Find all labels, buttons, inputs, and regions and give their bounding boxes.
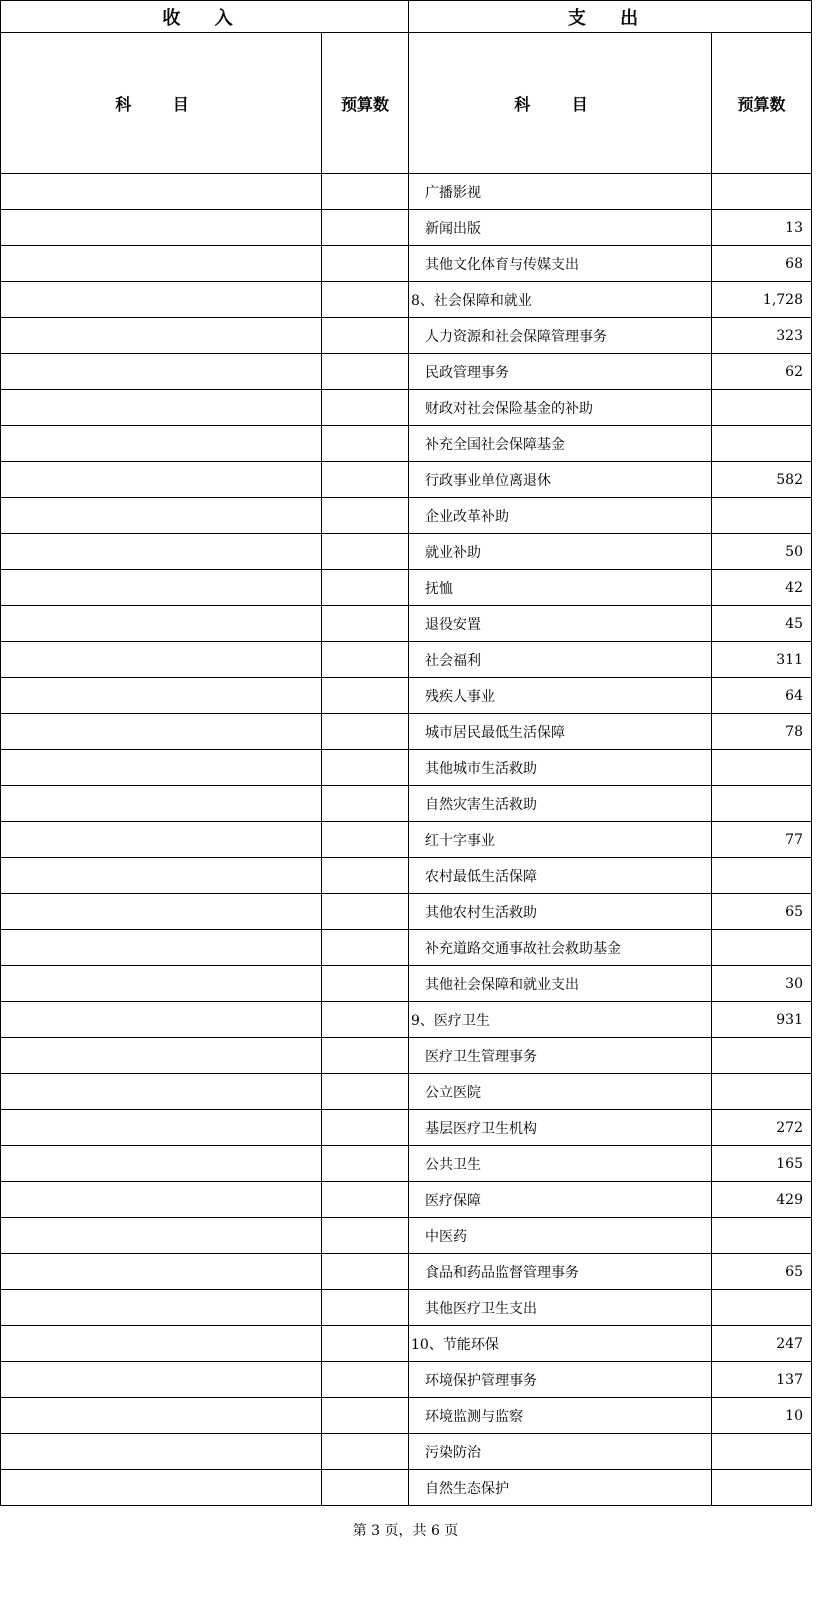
income-budget-cell xyxy=(322,318,409,354)
table-row xyxy=(1,894,812,930)
income-subject-cell xyxy=(1,1290,322,1326)
expense-budget-cell: 323 xyxy=(712,318,812,354)
income-subject-cell xyxy=(1,966,322,1002)
table-row xyxy=(1,570,812,606)
table-row xyxy=(1,1290,812,1326)
section-header-row xyxy=(1,1,812,33)
expense-subject-cell: 退役安置 xyxy=(409,606,712,642)
income-budget-cell xyxy=(322,1398,409,1434)
table-row xyxy=(1,1182,812,1218)
expense-subject-cell: 企业改革补助 xyxy=(409,498,712,534)
expense-budget-cell: 272 xyxy=(712,1110,812,1146)
table-row xyxy=(1,930,812,966)
income-budget-cell xyxy=(322,390,409,426)
table-row xyxy=(1,246,812,282)
income-budget-cell xyxy=(322,210,409,246)
expense-budget-cell xyxy=(712,858,812,894)
table-row xyxy=(1,1470,812,1506)
expense-budget-cell: 65 xyxy=(712,1254,812,1290)
income-budget-cell xyxy=(322,498,409,534)
income-subject-cell xyxy=(1,1254,322,1290)
income-budget-cell xyxy=(322,822,409,858)
income-budget-cell xyxy=(322,642,409,678)
income-budget-cell xyxy=(322,1146,409,1182)
table-row xyxy=(1,318,812,354)
expense-budget-cell: 78 xyxy=(712,714,812,750)
expense-budget-cell xyxy=(712,1074,812,1110)
table-row xyxy=(1,1218,812,1254)
income-subject-cell xyxy=(1,642,322,678)
income-budget-cell xyxy=(322,1074,409,1110)
income-budget-cell xyxy=(322,570,409,606)
income-budget-cell xyxy=(322,930,409,966)
table-row xyxy=(1,750,812,786)
expense-subject-cell: 行政事业单位离退休 xyxy=(409,462,712,498)
table-row xyxy=(1,1110,812,1146)
table-row xyxy=(1,210,812,246)
column-header-row xyxy=(1,33,812,174)
income-subject-cell xyxy=(1,1470,322,1506)
expense-subject-cell: 其他医疗卫生支出 xyxy=(409,1290,712,1326)
expense-title: 支 出 xyxy=(409,1,812,33)
income-subject-cell xyxy=(1,1074,322,1110)
income-budget-cell xyxy=(322,426,409,462)
expense-budget-cell: 50 xyxy=(712,534,812,570)
table-row xyxy=(1,822,812,858)
table-row xyxy=(1,1254,812,1290)
income-subject-cell xyxy=(1,174,322,210)
expense-subject-cell: 农村最低生活保障 xyxy=(409,858,712,894)
income-subject-cell xyxy=(1,498,322,534)
expense-budget-cell: 68 xyxy=(712,246,812,282)
expense-subject-cell: 抚恤 xyxy=(409,570,712,606)
table-row xyxy=(1,714,812,750)
income-subject-cell xyxy=(1,1038,322,1074)
table-row xyxy=(1,1362,812,1398)
income-subject-cell xyxy=(1,1362,322,1398)
page-footer: 第 3 页，共 6 页 xyxy=(352,1523,459,1539)
income-subject-cell xyxy=(1,1398,322,1434)
income-budget-cell xyxy=(322,786,409,822)
expense-budget-cell xyxy=(712,1038,812,1074)
income-budget-cell xyxy=(322,534,409,570)
income-subject-cell xyxy=(1,858,322,894)
expense-budget-cell xyxy=(712,1218,812,1254)
expense-budget-cell: 10 xyxy=(712,1398,812,1434)
expense-subject-cell: 补充全国社会保障基金 xyxy=(409,426,712,462)
expense-subject-cell: 其他文化体育与传媒支出 xyxy=(409,246,712,282)
expense-budget-cell xyxy=(712,930,812,966)
expense-budget-cell: 429 xyxy=(712,1182,812,1218)
income-subject-cell xyxy=(1,1002,322,1038)
income-subject-cell xyxy=(1,750,322,786)
expense-budget-header: 预算数 xyxy=(712,33,812,174)
table-row xyxy=(1,1398,812,1434)
table-row xyxy=(1,1146,812,1182)
expense-budget-cell: 77 xyxy=(712,822,812,858)
income-budget-cell xyxy=(322,894,409,930)
expense-budget-cell xyxy=(712,1434,812,1470)
expense-budget-cell xyxy=(712,1470,812,1506)
table-row xyxy=(1,426,812,462)
income-subject-cell xyxy=(1,462,322,498)
expense-subject-cell: 污染防治 xyxy=(409,1434,712,1470)
expense-subject-cell: 基层医疗卫生机构 xyxy=(409,1110,712,1146)
expense-subject-cell: 城市居民最低生活保障 xyxy=(409,714,712,750)
expense-budget-cell: 42 xyxy=(712,570,812,606)
table-row xyxy=(1,786,812,822)
income-subject-cell xyxy=(1,1110,322,1146)
expense-subject-cell: 新闻出版 xyxy=(409,210,712,246)
expense-budget-cell xyxy=(712,750,812,786)
expense-budget-cell: 931 xyxy=(712,1002,812,1038)
income-budget-cell xyxy=(322,714,409,750)
table-row xyxy=(1,966,812,1002)
table-row xyxy=(1,498,812,534)
income-budget-cell xyxy=(322,966,409,1002)
expense-subject-cell: 财政对社会保险基金的补助 xyxy=(409,390,712,426)
income-subject-cell xyxy=(1,714,322,750)
income-subject-cell xyxy=(1,1182,322,1218)
expense-budget-cell xyxy=(712,174,812,210)
income-subject-header: 科 目 xyxy=(1,33,322,174)
expense-subject-cell: 红十字事业 xyxy=(409,822,712,858)
expense-subject-cell: 补充道路交通事故社会救助基金 xyxy=(409,930,712,966)
income-subject-cell xyxy=(1,1146,322,1182)
income-subject-cell xyxy=(1,1218,322,1254)
expense-subject-cell: 环境监测与监察 xyxy=(409,1398,712,1434)
expense-subject-cell: 公立医院 xyxy=(409,1074,712,1110)
expense-subject-cell: 就业补助 xyxy=(409,534,712,570)
expense-subject-cell: 中医药 xyxy=(409,1218,712,1254)
income-budget-cell xyxy=(322,1434,409,1470)
table-row xyxy=(1,354,812,390)
expense-subject-cell: 8、社会保障和就业 xyxy=(409,282,712,318)
expense-subject-cell: 9、医疗卫生 xyxy=(409,1002,712,1038)
expense-budget-cell xyxy=(712,1290,812,1326)
table-row xyxy=(1,1038,812,1074)
income-budget-cell xyxy=(322,174,409,210)
expense-budget-cell xyxy=(712,390,812,426)
table-row xyxy=(1,462,812,498)
income-subject-cell xyxy=(1,282,322,318)
table-row xyxy=(1,1074,812,1110)
income-budget-cell xyxy=(322,282,409,318)
income-subject-cell xyxy=(1,354,322,390)
expense-budget-cell: 165 xyxy=(712,1146,812,1182)
income-title: 收 入 xyxy=(1,1,409,33)
income-subject-cell xyxy=(1,570,322,606)
income-budget-cell xyxy=(322,354,409,390)
table-row xyxy=(1,606,812,642)
income-subject-cell xyxy=(1,246,322,282)
income-budget-cell xyxy=(322,1002,409,1038)
income-subject-cell xyxy=(1,390,322,426)
table-row xyxy=(1,1002,812,1038)
income-subject-cell xyxy=(1,1326,322,1362)
income-budget-cell xyxy=(322,1362,409,1398)
table-row xyxy=(1,1326,812,1362)
income-subject-cell xyxy=(1,894,322,930)
expense-subject-cell: 广播影视 xyxy=(409,174,712,210)
income-subject-cell xyxy=(1,786,322,822)
income-budget-cell xyxy=(322,1326,409,1362)
expense-subject-cell: 残疾人事业 xyxy=(409,678,712,714)
income-subject-cell xyxy=(1,534,322,570)
table-row xyxy=(1,390,812,426)
expense-subject-cell: 自然灾害生活救助 xyxy=(409,786,712,822)
table-row xyxy=(1,534,812,570)
income-budget-cell xyxy=(322,246,409,282)
expense-subject-cell: 环境保护管理事务 xyxy=(409,1362,712,1398)
income-subject-cell xyxy=(1,210,322,246)
expense-budget-cell: 13 xyxy=(712,210,812,246)
income-budget-header: 预算数 xyxy=(322,33,409,174)
income-budget-cell xyxy=(322,1470,409,1506)
income-budget-cell xyxy=(322,750,409,786)
expense-budget-cell xyxy=(712,786,812,822)
income-budget-cell xyxy=(322,606,409,642)
income-budget-cell xyxy=(322,1290,409,1326)
table-row xyxy=(1,1434,812,1470)
income-budget-cell xyxy=(322,1182,409,1218)
expense-subject-cell: 10、节能环保 xyxy=(409,1326,712,1362)
expense-subject-cell: 其他城市生活救助 xyxy=(409,750,712,786)
expense-budget-cell xyxy=(712,426,812,462)
expense-subject-cell: 社会福利 xyxy=(409,642,712,678)
expense-subject-cell: 人力资源和社会保障管理事务 xyxy=(409,318,712,354)
expense-budget-cell: 64 xyxy=(712,678,812,714)
table-row xyxy=(1,282,812,318)
expense-budget-cell: 582 xyxy=(712,462,812,498)
income-budget-cell xyxy=(322,462,409,498)
expense-subject-cell: 民政管理事务 xyxy=(409,354,712,390)
expense-subject-header: 科 目 xyxy=(409,33,712,174)
income-budget-cell xyxy=(322,858,409,894)
expense-subject-cell: 其他农村生活救助 xyxy=(409,894,712,930)
income-subject-cell xyxy=(1,1434,322,1470)
expense-subject-cell: 其他社会保障和就业支出 xyxy=(409,966,712,1002)
income-subject-cell xyxy=(1,426,322,462)
expense-budget-cell: 62 xyxy=(712,354,812,390)
table-row xyxy=(1,858,812,894)
income-subject-cell xyxy=(1,318,322,354)
expense-budget-cell xyxy=(712,498,812,534)
expense-budget-cell: 45 xyxy=(712,606,812,642)
table-row xyxy=(1,642,812,678)
income-budget-cell xyxy=(322,1038,409,1074)
expense-subject-cell: 自然生态保护 xyxy=(409,1470,712,1506)
table-row xyxy=(1,678,812,714)
expense-subject-cell: 食品和药品监督管理事务 xyxy=(409,1254,712,1290)
income-budget-cell xyxy=(322,1110,409,1146)
expense-budget-cell: 30 xyxy=(712,966,812,1002)
income-budget-cell xyxy=(322,678,409,714)
income-subject-cell xyxy=(1,606,322,642)
income-budget-cell xyxy=(322,1218,409,1254)
table-row xyxy=(1,174,812,210)
expense-budget-cell: 311 xyxy=(712,642,812,678)
expense-subject-cell: 医疗卫生管理事务 xyxy=(409,1038,712,1074)
expense-subject-cell: 公共卫生 xyxy=(409,1146,712,1182)
income-subject-cell xyxy=(1,930,322,966)
income-subject-cell xyxy=(1,822,322,858)
income-budget-cell xyxy=(322,1254,409,1290)
expense-budget-cell: 137 xyxy=(712,1362,812,1398)
expense-subject-cell: 医疗保障 xyxy=(409,1182,712,1218)
expense-budget-cell: 247 xyxy=(712,1326,812,1362)
expense-budget-cell: 1,728 xyxy=(712,282,812,318)
income-subject-cell xyxy=(1,678,322,714)
expense-budget-cell: 65 xyxy=(712,894,812,930)
